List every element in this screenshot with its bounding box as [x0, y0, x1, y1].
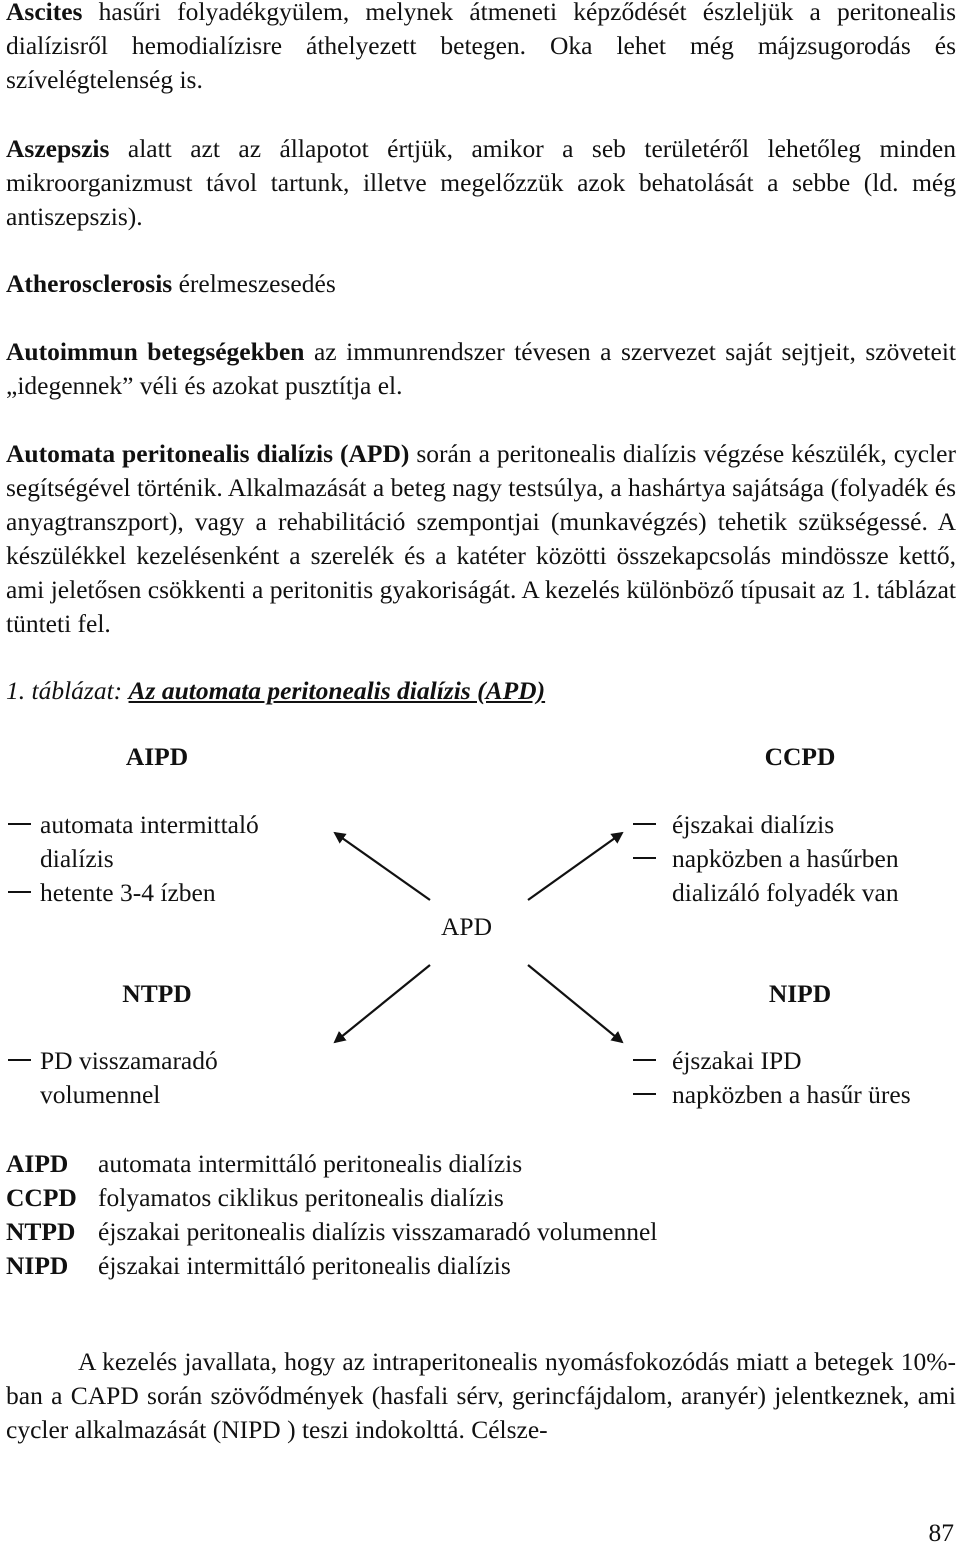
ntpd-item: volumennel — [40, 1080, 161, 1109]
term-atherosclerosis: Atherosclerosis — [6, 269, 173, 298]
apd-center-label: APD — [441, 912, 493, 941]
aipd-heading: AIPD — [125, 742, 189, 771]
ntpd-heading: NTPD — [122, 979, 192, 1008]
ccpd-item: éjszakai dialízis — [672, 810, 835, 839]
ccpd-item: napközben a hasűrben — [672, 844, 899, 873]
definition-autoimmun-text: az immunrendszer tévesen a szervezet saját sejtjeit, szöveteit „idegennek” véli és azokat pusztítja el. — [6, 337, 956, 400]
nipd-heading: NIPD — [768, 979, 832, 1008]
abbreviation-legend — [6, 1147, 657, 1283]
legend-abbr: NIPD — [6, 1251, 69, 1280]
legend-abbr: AIPD — [6, 1149, 69, 1178]
bullet-dash — [8, 1059, 31, 1061]
arrow-to-ccpd — [528, 833, 622, 900]
term-apd: Automata peritonealis dialízis (APD) — [6, 439, 410, 468]
definition-ascites-text: hasűri folyadékgyülem, melynek átmeneti képződését észleljük a peritonealis dialízisről hemodialízisre áthelyezett betegen. Oka lehet még májzsugorodás és szívelégtelenség is. — [6, 0, 956, 94]
legend-abbr: CCPD — [6, 1183, 77, 1212]
bullet-dash — [8, 823, 31, 825]
legend-row — [6, 1181, 657, 1215]
table-caption-title: Az automata peritonealis dialízis (APD) — [128, 676, 546, 705]
arrow-to-ntpd — [335, 965, 430, 1042]
legend-row — [6, 1147, 657, 1181]
term-aszepszis: Aszepszis — [6, 134, 110, 163]
definition-apd-text: során a peritonealis dialízis végzése készülék, cycler segítségével történik. Alkalmazását a beteg nagy testsúlya, a hashártya sajátsága (folyadék és anyagtranszport), vagy a rehabilitáció szempontjai (munkavégzés) tehetik szükségessé. A készülékkel kezelésenként a szerelék és a katéter közötti összekapcsolás mindössze kettő, ami jeletősen csökkenti a peritonitis gyakoriságát. A kezelés különböző típusait az 1. táblázat tünteti fel. — [6, 439, 956, 638]
legend-desc: éjszakai intermittáló peritonealis dialízis — [98, 1251, 511, 1280]
nipd-item: napközben a hasűr üres — [672, 1080, 911, 1109]
definition-aszepszis-text: alatt azt az állapotot értjük, amikor a seb területéről lehetőleg minden mikroorganizmust távol tartunk, illetve megelőzzük azok behatolását a sebbe (ld. még antiszepszis). — [6, 134, 956, 231]
aipd-item: automata intermittaló — [40, 810, 259, 839]
definition-atherosclerosis-text: érelmeszesedés — [172, 269, 336, 298]
aipd-item: dialízis — [40, 844, 114, 873]
bullet-dash — [633, 1059, 656, 1061]
legend-desc: folyamatos ciklikus peritonealis dialízis — [98, 1183, 504, 1212]
ccpd-item: dializáló folyadék van — [672, 878, 899, 907]
term-autoimmun: Autoimmun betegségekben — [6, 337, 305, 366]
legend-abbr: NTPD — [6, 1217, 76, 1246]
table-caption-prefix: 1. táblázat: — [6, 676, 129, 705]
legend-row — [6, 1249, 657, 1283]
aipd-item: hetente 3-4 ízben — [40, 878, 216, 907]
legend-desc: automata intermittáló peritonealis dialízis — [98, 1149, 523, 1178]
arrow-to-nipd — [528, 965, 622, 1042]
bullet-dash — [633, 1093, 656, 1095]
nipd-item: éjszakai IPD — [672, 1046, 802, 1075]
legend-row — [6, 1215, 657, 1249]
legend-desc: éjszakai peritonealis dialízis visszamaradó volumennel — [98, 1217, 658, 1246]
bullet-dash — [633, 857, 656, 859]
bottom-paragraph: A kezelés javallata, hogy az intraperitonealis nyomásfokozódás miatt a betegek 10%-ban a CAPD során szövődmények (hasfali sérv, gerincfájdalom, aranyér) jelentkeznek, ami cycler alkalmazását (NIPD ) teszi indokolttá. Célsze- — [6, 1347, 956, 1444]
bullet-dash — [8, 891, 31, 893]
term-ascites: Ascites — [6, 0, 83, 26]
ntpd-item: PD visszamaradó — [40, 1046, 218, 1075]
bullet-dash — [633, 823, 656, 825]
ccpd-heading: CCPD — [764, 742, 836, 771]
page-number: 87 — [928, 1518, 954, 1547]
arrow-to-aipd — [335, 833, 430, 900]
